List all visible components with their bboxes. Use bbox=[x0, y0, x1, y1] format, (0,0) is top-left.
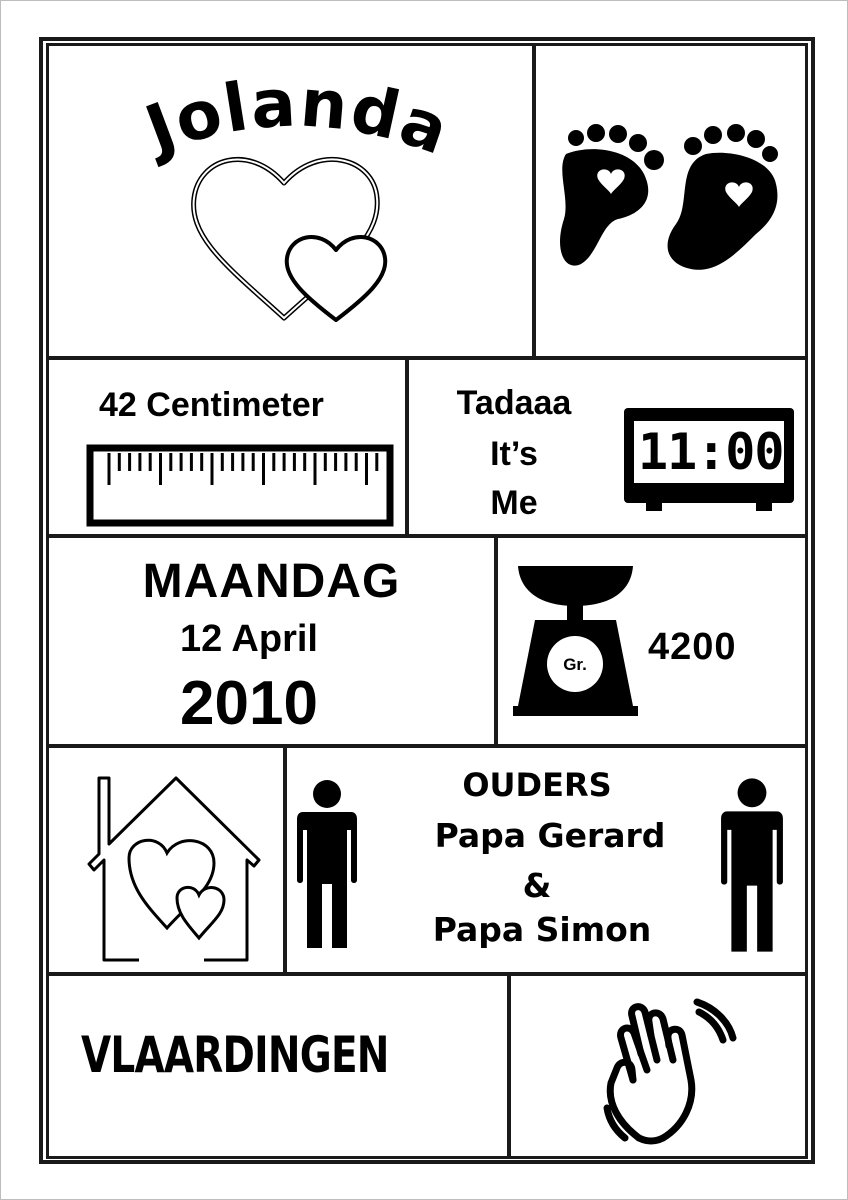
name-cell bbox=[46, 43, 535, 359]
city-cell bbox=[46, 973, 510, 1159]
weight-text: 4200 bbox=[648, 626, 737, 668]
length-cell bbox=[46, 357, 408, 537]
hearts-icon bbox=[189, 148, 389, 338]
waving-hand-icon bbox=[599, 998, 739, 1148]
baby-name: Jolanda bbox=[135, 64, 460, 171]
announcement-line-1: Tadaaa bbox=[456, 384, 572, 422]
person-icon bbox=[719, 776, 785, 956]
city-text: VLAARDINGEN bbox=[81, 1026, 389, 1084]
day-text: MAANDAG bbox=[142, 555, 401, 608]
feet-cell bbox=[533, 43, 808, 359]
announcement-cell bbox=[406, 357, 808, 537]
parent-2-name: Papa Simon bbox=[432, 910, 652, 949]
weight-cell bbox=[495, 535, 808, 747]
scale-label: Gr. bbox=[563, 655, 587, 674]
length-text: 42 Centimeter bbox=[99, 386, 324, 424]
scale-icon bbox=[513, 558, 638, 718]
parents-cell bbox=[284, 745, 808, 975]
baby-feet-icon bbox=[556, 124, 796, 274]
parent-1-name: Papa Gerard bbox=[434, 816, 666, 855]
clock-time: 11:00 bbox=[638, 423, 784, 481]
house-hearts-icon bbox=[89, 768, 264, 963]
person-icon bbox=[295, 780, 359, 950]
ruler-icon bbox=[87, 445, 393, 529]
date-text: 12 April bbox=[180, 618, 318, 660]
date-cell bbox=[46, 535, 497, 747]
announcement-line-2: It’s bbox=[490, 435, 538, 473]
year-text: 2010 bbox=[180, 669, 318, 738]
hand-cell bbox=[508, 973, 808, 1159]
announcement-line-3: Me bbox=[490, 484, 538, 522]
house-cell bbox=[46, 745, 286, 975]
parents-ampersand: & bbox=[522, 866, 552, 905]
clock-icon bbox=[624, 408, 794, 503]
parents-heading: OUDERS bbox=[462, 766, 612, 804]
